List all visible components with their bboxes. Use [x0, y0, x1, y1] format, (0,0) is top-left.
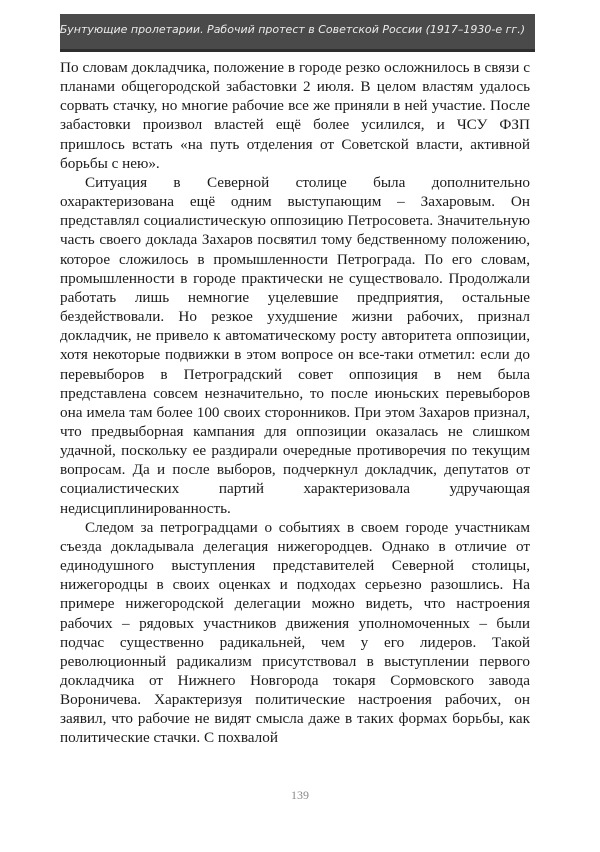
page-number: 139	[291, 788, 309, 802]
page-body	[60, 58, 530, 748]
running-title: Бунтующие пролетарии. Рабочий протест в Советской России (1917–1930-е гг.)	[59, 23, 525, 36]
running-header-bar	[60, 14, 535, 52]
paragraph-1: По словам докладчика, положение в городе резко осложнилось в связи с планами общегородской забастовки 2 июля. В целом властям удалось сорвать стачку, но многие рабочие все же приняли в ней участие. После забастовки произвол властей ещё более усилился, и ЧСУ ФЗП пришлось встать «на путь отделения от Советской власти, активной борьбы с нею».	[60, 59, 530, 172]
paragraph-3: Следом за петроградцами о событиях в своем городе участникам съезда докладывала делегация нижегородцев. Однако в отличие от единодушного выступления представителей Северной столицы, нижегородцы в своих оценках и подходах серьезно разошлись. На примере нижегородской делегации можно видеть, что настроения рабочих – рядовых участников движения уполномоченных – были подчас существенно радикальней, чем у его лидеров. Такой революционный радикализм присутствовал в выступлении первого докладчика от Нижнего Новгорода токаря Сормовского завода Вороничева. Характеризуя политические настроения рабочих, он заявил, что рабочие не видят смысла даже в таких формах борьбы, как политические стачки. С похвалой	[60, 518, 530, 747]
paragraph-2: Ситуация в Северной столице была дополнительно охарактеризована ещё одним выступающим – Захаровым. Он представлял социалистическую оппозицию Петросовета. Значительную часть своего доклада Захаров посвятил тому бедственному положению, которое сложилось в промышленности Петрограда. По его словам, промышленности в городе практически не существовало. Продолжали работать лишь немногие уцелевшие предприятия, остальные бездействовали. Но резкое ухудшение жизни рабочих, признал докладчик, не привело к автоматическому росту авторитета оппозиции, хотя некоторые подвижки в этом вопросе он все-таки отметил: если до перевыборов в Петроградский совет оппозиция в нем была представлена совсем незначительно, то после июньских перевыборов она имела там более 100 своих сторонников. При этом Захаров признал, что предвыборная кампания для оппозиции оказалась не слишком удачной, поскольку ее раздирали очередные противоречия по текущим вопросам. Да и после выборов, подчеркнул докладчик, депутатов от социалистических партий характеризовала удручающая недисциплинированность.	[60, 173, 530, 517]
